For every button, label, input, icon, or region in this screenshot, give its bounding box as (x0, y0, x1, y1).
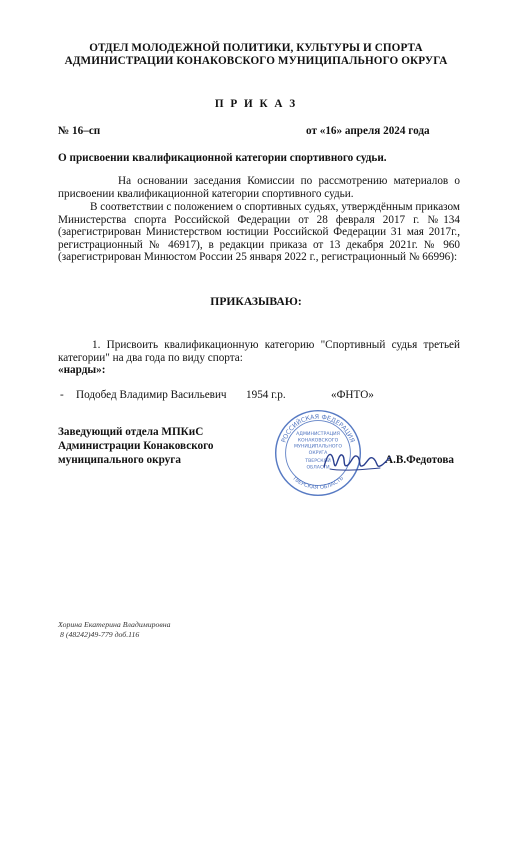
stamp-top-text: РОССИЙСКАЯ ФЕДЕРАЦИЯ (280, 413, 356, 444)
paragraph-basis: На основании заседания Комиссии по рассмотрению материалов о присвоении квалификационной категории спортивного судьи. (58, 175, 460, 200)
svg-text:ТВЕРСКАЯ ОБЛАСТЬ (290, 475, 345, 491)
signatory-position-line-3: муниципального округа (58, 454, 181, 466)
order-number: № 16–сп (58, 125, 101, 137)
person-dash: - (60, 389, 64, 401)
executor-phone: 8 (48242)49-779 доб.116 (60, 630, 140, 639)
person-birth-year: 1954 г.р. (246, 389, 286, 401)
stamp-line-3: МУНИЦИПАЛЬНОГО (294, 444, 342, 450)
stamp-line-1: АДМИНИСТРАЦИЯ (296, 432, 340, 437)
order-date: от «16» апреля 2024 года (306, 125, 430, 137)
signatory-position-line-1: Заведующий отдела МПКиС (58, 426, 204, 438)
stamp-line-5: ТВЕРСКОЙ (305, 459, 331, 464)
signatory-position-line-2: Администрации Конаковского (58, 440, 214, 452)
sport-name: «нарды»: (58, 364, 106, 376)
paragraph-regulation: В соответствии с положением о спортивных судьях, утверждённым приказом Министерства спорта Российской Федерации от 28 февраля 2017 г. №134 (зарегистрирован Министерством юстиции Российской Федерации 31 мая 2017г., регистрационный № 46917), в редакции приказа от 13 декабря 2021г. № 960 (зарегистрирован Минюстом России 25 января 2022 г., регистрационный № 66996): (58, 201, 460, 264)
handwritten-signature (320, 445, 392, 475)
signatory-name: А.В.Федотова (385, 454, 454, 466)
stamp-bottom-text: ТВЕРСКАЯ ОБЛАСТЬ (291, 475, 345, 492)
doc-type: П Р И К А З (214, 98, 298, 110)
person-name: Подобед Владимир Васильевич (76, 389, 227, 401)
person-organization: «ФНТО» (331, 389, 374, 401)
executor-name: Хорина Екатерина Владимировна (58, 620, 171, 629)
stamp-line-4: ОКРУГА (308, 450, 328, 456)
header-line-1: ОТДЕЛ МОЛОДЕЖНОЙ ПОЛИТИКИ, КУЛЬТУРЫ И СПОРТА (89, 42, 423, 54)
stamp-line-2: КОНАКОВСКОГО (297, 438, 339, 444)
order-word: ПРИКАЗЫВАЮ: (210, 295, 302, 308)
stamp-line-6: ОБЛАСТИ (306, 465, 330, 471)
order-subject: О присвоении квалификационной категории спортивного судьи. (58, 152, 387, 164)
order-item-1: 1. Присвоить квалификационную категорию "Спортивный судья третьей категории" на два года по виду спорта: (58, 339, 460, 364)
header-line-2: АДМИНИСТРАЦИИ КОНАКОВСКОГО МУНИЦИПАЛЬНОГО ОКРУГА (64, 55, 448, 67)
